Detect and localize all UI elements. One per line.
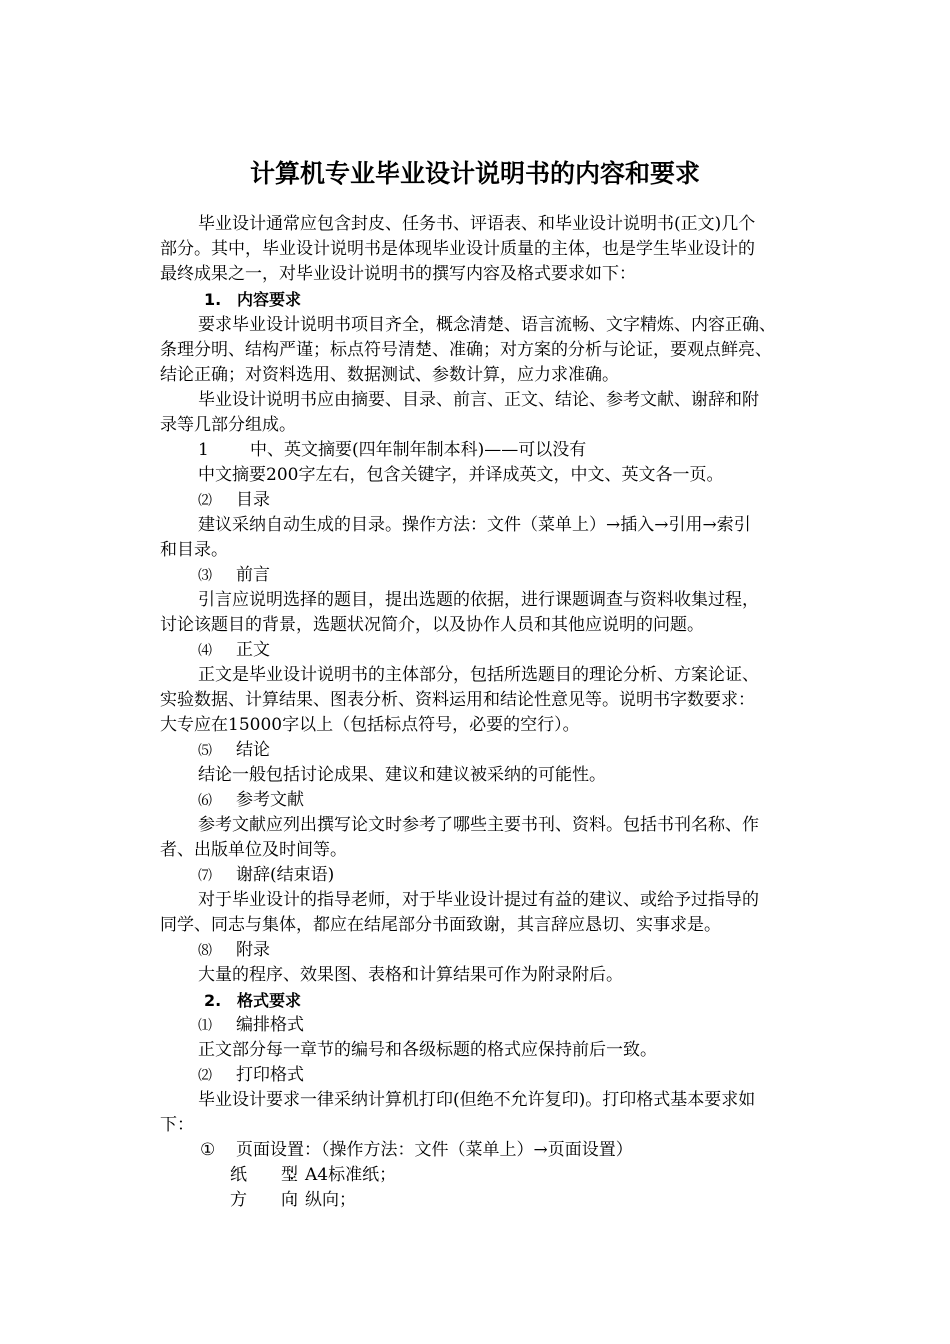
item-body-line: 正文是毕业设计说明书的主体部分，包括所选题目的理论分析、方案论证、 bbox=[198, 665, 759, 685]
page-setup-text: 页面设置：（操作方法：文件（菜单上）→页面设置） bbox=[236, 1140, 633, 1160]
item-body-line: 对于毕业设计的指导老师，对于毕业设计提过有益的建议、或给予过指导的 bbox=[198, 890, 759, 910]
page-setup-line bbox=[200, 1139, 633, 1162]
setting-value: ：A4标准纸； bbox=[288, 1165, 397, 1185]
item-heading-body bbox=[198, 639, 270, 663]
intro-line: 部分。其中，毕业设计说明书是体现毕业设计质量的主体，也是学生毕业设计的 bbox=[160, 239, 755, 259]
section-number: 1. bbox=[204, 290, 222, 309]
paragraph-line: 结论正确；对资料选用、数据测试、参数计算，应力求准确。 bbox=[160, 365, 619, 385]
setting-value: ：纵向； bbox=[288, 1190, 356, 1210]
item-body-line: 同学、同志与集体，都应在结尾部分书面致谢，其言辞应恳切、实事求是。 bbox=[160, 915, 721, 935]
item-body-line: 建议采纳自动生成的目录。操作方法：文件（菜单上）→插入→引用→索引 bbox=[198, 515, 751, 535]
item-title: 打印格式 bbox=[236, 1065, 304, 1085]
item-heading-references bbox=[198, 789, 304, 813]
item-number: ⑵ bbox=[198, 1068, 212, 1084]
setting-key: 方 向 bbox=[230, 1190, 298, 1210]
item-title: 目录 bbox=[236, 490, 270, 510]
item-body-line: 结论一般包括讨论成果、建议和建议被采纳的可能性。 bbox=[198, 765, 606, 785]
item-heading-acknowledgement bbox=[198, 864, 334, 888]
item-heading-preface bbox=[198, 564, 270, 588]
item-number: ⑻ bbox=[198, 943, 212, 959]
item-title: 前言 bbox=[236, 565, 270, 585]
section-heading-format bbox=[204, 989, 301, 1012]
setting-paper bbox=[230, 1164, 396, 1187]
intro-line: 毕业设计通常应包含封皮、任务书、评语表、和毕业设计说明书(正文)几个 bbox=[198, 214, 756, 234]
paragraph-line: 录等几部分组成。 bbox=[160, 415, 296, 435]
item-title: 谢辞(结束语) bbox=[236, 865, 335, 885]
section-title: 内容要求 bbox=[237, 290, 302, 309]
circled-number: ① bbox=[200, 1140, 216, 1160]
item-body-line: 下： bbox=[160, 1115, 194, 1135]
item-body-line: 参考文献应列出撰写论文时参考了哪些主要书刊、资料。包括书刊名称、作 bbox=[198, 815, 759, 835]
document-title: 计算机专业毕业设计说明书的内容和要求 bbox=[249, 159, 700, 188]
item-title: 附录 bbox=[236, 940, 270, 960]
item-number: ⑹ bbox=[198, 793, 212, 809]
item-body-line: 正文部分每一章节的编号和各级标题的格式应保持前后一致。 bbox=[198, 1040, 657, 1060]
item-title: 结论 bbox=[236, 740, 270, 760]
item-title: 正文 bbox=[236, 640, 270, 660]
item-body-line: 讨论该题目的背景，选题状况简介，以及协作人员和其他应说明的问题。 bbox=[160, 615, 704, 635]
section-heading-content bbox=[204, 288, 301, 311]
item-body-line: 大专应在15000字以上（包括标点符号，必要的空行）。 bbox=[160, 715, 580, 735]
item-number: ⑺ bbox=[198, 868, 212, 884]
paragraph-line: 条理分明、结构严谨；标点符号清楚、准确；对方案的分析与论证，要观点鲜亮、 bbox=[160, 340, 772, 360]
item-body-line: 中文摘要200字左右，包含关键字，并译成英文，中文、英文各一页。 bbox=[198, 465, 724, 485]
item-number: ⑸ bbox=[198, 743, 212, 759]
item-number: ⑷ bbox=[198, 643, 212, 659]
item-body-line: 毕业设计要求一律采纳计算机打印(但绝不允许复印)。打印格式基本要求如 bbox=[198, 1090, 756, 1110]
item-heading-appendix bbox=[198, 939, 270, 963]
item-body-line: 者、出版单位及时间等。 bbox=[160, 840, 347, 860]
item-heading-abstract bbox=[198, 439, 586, 462]
section-title: 格式要求 bbox=[237, 991, 302, 1010]
item-heading-toc bbox=[198, 489, 270, 513]
item-heading-conclusion bbox=[198, 739, 270, 763]
item-body-line: 实验数据、计算结果、图表分析、资料运用和结论性意见等。说明书字数要求： bbox=[160, 690, 755, 710]
item-body-line: 引言应说明选择的题目，提出选题的依据，进行课题调查与资料收集过程， bbox=[198, 590, 759, 610]
paragraph-line: 要求毕业设计说明书项目齐全，概念清楚、语言流畅、文字精炼、内容正确、 bbox=[198, 315, 776, 335]
intro-line: 最终成果之一，对毕业设计说明书的撰写内容及格式要求如下： bbox=[160, 264, 636, 284]
section-number: 2. bbox=[204, 991, 222, 1010]
item-body-line: 和目录。 bbox=[160, 540, 228, 560]
item-number: ⑵ bbox=[198, 493, 212, 509]
item-heading-print bbox=[198, 1064, 304, 1088]
item-title: 参考文献 bbox=[236, 790, 304, 810]
item-number: ⑶ bbox=[198, 568, 212, 584]
setting-orientation bbox=[230, 1189, 356, 1212]
paragraph-line: 毕业设计说明书应由摘要、目录、前言、正文、结论、参考文献、谢辞和附 bbox=[198, 390, 759, 410]
item-title: 中、英文摘要(四年制年制本科)——可以没有 bbox=[250, 440, 587, 460]
item-number: ⑴ bbox=[198, 1018, 212, 1034]
setting-key: 纸 型 bbox=[230, 1165, 298, 1185]
item-body-line: 大量的程序、效果图、表格和计算结果可作为附录附后。 bbox=[198, 965, 623, 985]
item-number: 1 bbox=[198, 440, 209, 460]
item-heading-layout bbox=[198, 1014, 304, 1038]
item-title: 编排格式 bbox=[236, 1015, 304, 1035]
